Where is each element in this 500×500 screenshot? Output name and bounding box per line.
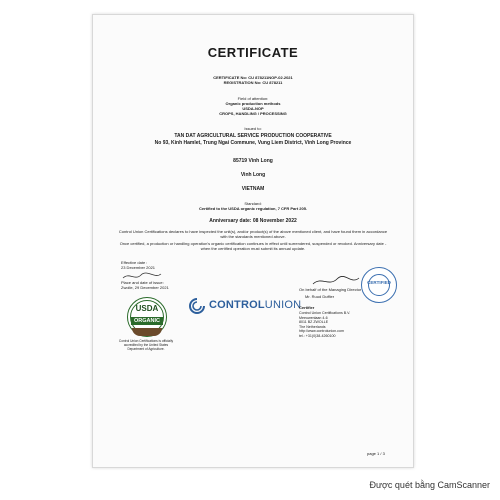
field-line-2: USDA-NOP <box>242 106 264 111</box>
effective-label: Effective date : <box>121 260 148 265</box>
standard: Certified to the USDA organic regulation, 7 CFR Part 205. <box>198 206 308 211</box>
usda-organic-seal <box>127 297 167 337</box>
certifier-line-1: Control Union Certifications B.V. <box>299 311 351 315</box>
standard-label: Standard: <box>244 201 262 206</box>
page-number: page 1 / 3 <box>367 451 385 456</box>
issued-label: Issued to: <box>244 126 262 131</box>
control-union-swirl-icon <box>189 298 205 314</box>
usda-seal-band: ORGANIC <box>131 317 163 325</box>
seal-text: CERTIFIED <box>367 280 391 285</box>
place-label: Place and date of issue: <box>121 280 164 285</box>
behalf-text: On behalf of the Managing Director <box>299 287 362 292</box>
certifier-line-6: tel.: +31(0)38-4260100 <box>299 333 336 338</box>
field-line-1: Organic production methods <box>225 101 281 106</box>
registration-number: REGISTRATION No: CU 878211 <box>223 80 283 85</box>
field-label: Field of attention: <box>237 96 269 101</box>
certifier-line-5: http://www.controlunion.com <box>299 329 344 334</box>
behalf-name: Mr. Ruud Duffier <box>305 294 335 299</box>
logo-union: UNION <box>264 299 302 311</box>
anniversary-date: Anniversary date: 08 November 2022 <box>209 218 297 224</box>
company-address: No 93, Kinh Hamlet, Trung Ngai Commune, Vung Liem District, Vinh Long Province <box>154 140 352 146</box>
certificate-page <box>92 14 414 468</box>
field-line-3: CROPS, HANDLING / PROCESSING <box>219 111 287 116</box>
statement-1: Control Union Certifications declares to have inspected the unit(s), and/or product(s) of the above mentioned client, and have found them in accordance with the standards mentioned above. <box>118 229 388 239</box>
usda-seal-top: USDA <box>135 304 159 313</box>
certifier-line-2: Meeuwenlaan 4-6 <box>299 315 328 320</box>
certificate-number: CERTIFICATE No: CU 878211NOP-02.2021 <box>213 75 293 80</box>
country: VIETNAM <box>241 186 265 192</box>
control-union-logo <box>189 297 309 317</box>
place-date: Zwolle, 29 December 2021 <box>121 285 169 290</box>
logo-control: CONTROL <box>209 299 265 311</box>
certifier-address <box>299 311 399 339</box>
company-name: TAN DAT AGRICULTURAL SERVICE PRODUCTION COOPERATIVE <box>174 133 332 139</box>
certified-seal <box>361 267 397 303</box>
certifier-line-3: 8011 BZ ZWOLLE <box>299 320 329 325</box>
certificate-title: CERTIFICATE <box>207 45 299 60</box>
effective-date: 23 December 2021 <box>121 265 156 270</box>
usda-accreditation-note: Control Union Certifications is officially accredited by the United States Department of Agriculture. <box>118 339 174 351</box>
camscanner-watermark: Được quét bằng CamScanner <box>369 480 490 490</box>
city: Vinh Long <box>240 172 266 178</box>
postal-city: 85719 Vinh Long <box>233 158 273 164</box>
certifier-line-4: The Netherlands <box>299 324 326 329</box>
certifier-label: Certifier <box>299 305 315 310</box>
director-signature <box>311 275 361 287</box>
statement-2: Once certified, a production or handling operation's organic certification continues in effect until surrendered, suspended or revoked. Anniversary date - when the certified operation must submit its annual update. <box>119 241 387 251</box>
